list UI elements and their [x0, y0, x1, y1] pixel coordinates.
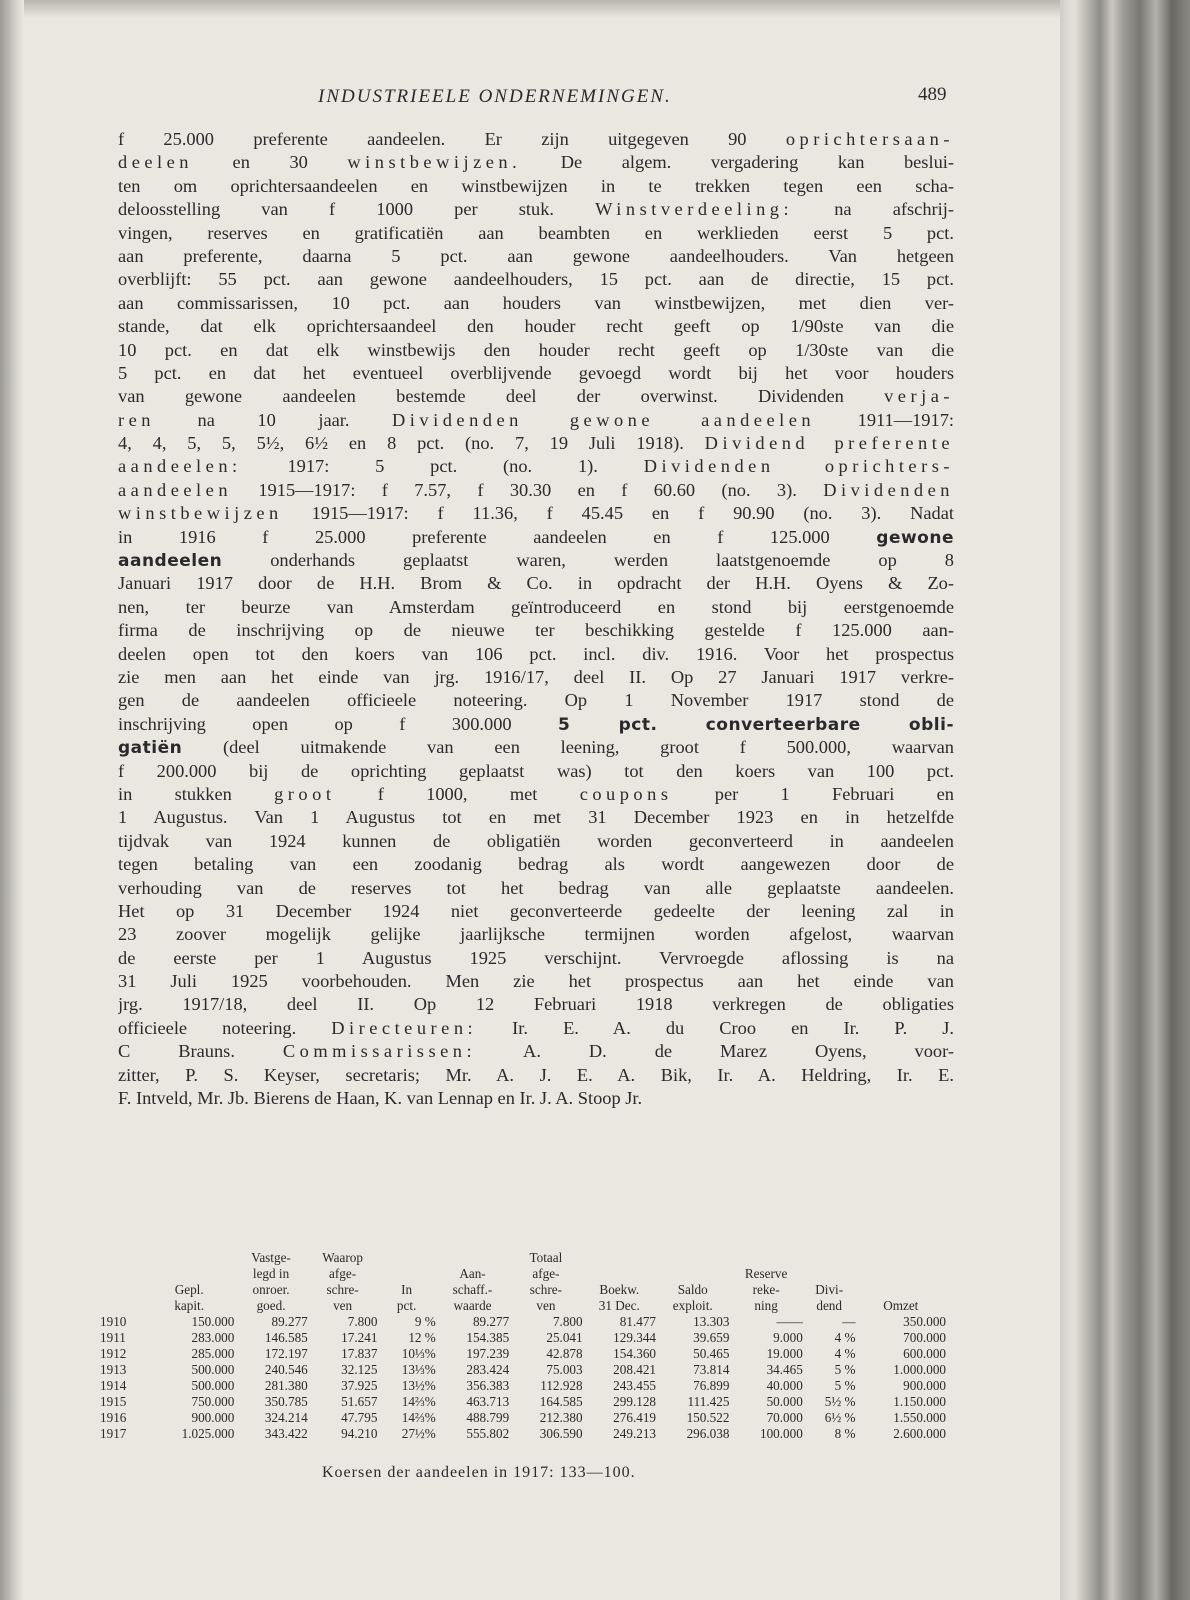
text-run: nen, ter beurze van Amsterdam geïntroduceerd en stond bij eerstgenoemde: [118, 596, 954, 617]
table-row: [100, 1330, 946, 1346]
table-cell: 50.465: [693, 1346, 730, 1361]
table-header-cell: In: [401, 1282, 413, 1297]
table-header-cell: pct.: [396, 1298, 417, 1313]
table-header-cell: ning: [754, 1298, 778, 1313]
table-cell: 73.814: [693, 1362, 730, 1377]
table-cell: 500.000: [191, 1378, 235, 1393]
table-cell: 40.000: [766, 1378, 803, 1393]
table-cell: 76.899: [693, 1378, 730, 1393]
body-text: [118, 128, 954, 1110]
text-run: firma de inschrijving op de nieuwe ter beschikking gestelde f 125.000 aan-: [118, 620, 954, 641]
text-run: na 10 jaar.: [154, 409, 393, 430]
table-header-cell: schre-: [326, 1282, 359, 1297]
table-header-cell: schaff.-: [452, 1282, 493, 1297]
table-cell: 324.214: [264, 1410, 308, 1425]
text-line: [118, 222, 954, 245]
table-cell: 306.590: [539, 1426, 583, 1441]
spaced-text: winstbewijzen.: [347, 152, 522, 173]
spaced-text: aandeelen:: [118, 456, 242, 477]
text-line: [118, 245, 954, 268]
text-run: inschrijving open op f 300.000: [118, 713, 559, 734]
spaced-text: groot: [274, 783, 336, 804]
text-line: [118, 315, 954, 338]
table-header-cell: [803, 1266, 856, 1282]
table-cell: 500.000: [191, 1362, 235, 1377]
table-header-row: [100, 1282, 946, 1298]
table-header-cell: afge-: [329, 1266, 357, 1281]
text-line: [118, 666, 954, 689]
text-run: officieele noteering.: [118, 1017, 332, 1038]
table-cell: 1.000.000: [893, 1362, 946, 1377]
text-run: tegen betaling van een zoodanig bedrag als wordt aangewezen door de: [118, 854, 954, 875]
spaced-text: Winstverdeeling:: [595, 199, 794, 220]
text-run: in 1916 f 25.000 preferente aandeelen en f 125.000: [118, 526, 877, 547]
table-row: [100, 1362, 946, 1378]
table-row: [100, 1346, 946, 1362]
table-cell: 356.383: [466, 1378, 510, 1393]
text-run: aan commissarissen, 10 pct. aan houders van winstbewijzen, met dien ver-: [118, 292, 954, 313]
table-header-cell: [583, 1250, 656, 1266]
table-cell: 350.000: [903, 1314, 946, 1329]
table-cell: 13.303: [693, 1314, 730, 1329]
table-header-row: [100, 1266, 946, 1282]
table-row: [100, 1410, 946, 1426]
text-run: Het op 31 December 1924 niet geconverteerde gedeelte der leening zal in: [118, 900, 954, 921]
text-run: f 200.000 bij de oprichting geplaatst was) tot den koers van 100 pct.: [118, 760, 954, 781]
table-cell: 4 %: [834, 1330, 856, 1345]
text-line: [118, 1087, 954, 1110]
table-header-cell: reke-: [752, 1282, 780, 1297]
table-cell: 150.000: [191, 1314, 235, 1329]
text-line: [118, 783, 954, 806]
table-cell: 89.277: [271, 1314, 308, 1329]
text-run: in stukken: [118, 783, 275, 804]
text-run: f 1000, met: [335, 783, 580, 804]
table-cell: 197.239: [466, 1346, 510, 1361]
text-run: van gewone aandeelen bestemde deel der overwinst. Dividenden: [118, 386, 885, 407]
table-header-cell: onroer.: [252, 1282, 290, 1297]
table-header-cell: [583, 1266, 656, 1282]
table-caption: Koersen der aandeelen in 1917: 133—100.: [322, 1464, 636, 1481]
table-cell: 27½%: [401, 1426, 436, 1441]
table-cell: 5 %: [834, 1362, 856, 1377]
spaced-text: aandeelen: [118, 479, 233, 500]
text-line: [118, 900, 954, 923]
text-run: en 30: [193, 152, 348, 173]
text-run: 1915—1917: f 11.36, f 45.45 en f 90.90 (no. 3). Nadat: [282, 503, 954, 524]
text-line: [118, 1017, 954, 1040]
table-cell: 555.802: [466, 1426, 510, 1441]
table-cell: 13⅓%: [401, 1362, 436, 1377]
table-cell: 350.785: [264, 1394, 308, 1409]
table-header-cell: ven: [536, 1298, 556, 1313]
table-cell: 463.713: [466, 1394, 510, 1409]
table-cell: 70.000: [766, 1410, 803, 1425]
table-header-cell: Saldo: [677, 1282, 708, 1297]
text-line: [118, 268, 954, 291]
table-header-cell: Boekw.: [599, 1282, 640, 1297]
table-header-cell: waarde: [453, 1298, 492, 1313]
table-header-cell: [856, 1266, 946, 1282]
text-line: [118, 947, 954, 970]
table-header-cell: [377, 1266, 435, 1282]
table-header-cell: [144, 1266, 234, 1282]
text-line: [118, 970, 954, 993]
table-header-cell: afge-: [532, 1266, 560, 1281]
page-number: 489: [918, 84, 947, 105]
financial-table: [100, 1250, 946, 1442]
table-header-cell: Aan-: [459, 1266, 486, 1281]
text-line: [118, 619, 954, 642]
table-cell: 299.128: [613, 1394, 657, 1409]
text-run: overblijft: 55 pct. aan gewone aandeelhouders, 15 pct. aan de directie, 15 pct.: [118, 269, 954, 290]
text-run: 1917: 5 pct. (no. 1).: [241, 456, 644, 477]
table-year-cell: 1913: [100, 1362, 127, 1377]
table-cell: 296.038: [686, 1426, 730, 1441]
text-line: [118, 339, 954, 362]
table-header-cell: [656, 1266, 729, 1282]
table-cell: 7.800: [347, 1314, 378, 1329]
table-cell: 112.928: [540, 1378, 583, 1393]
text-run: vingen, reserves en gratificatiën aan beambten en werklieden eerst 5 pct.: [118, 222, 954, 243]
table-cell: 285.000: [191, 1346, 235, 1361]
table-header-cell: Vastge-: [251, 1250, 291, 1265]
table-row: [100, 1378, 946, 1394]
table-cell: 47.795: [341, 1410, 378, 1425]
text-line: [118, 1064, 954, 1087]
text-run: Januari 1917 door de H.H. Brom & Co. in opdracht der H.H. Oyens & Zo-: [118, 573, 954, 594]
table-header-cell: [803, 1250, 856, 1266]
table-cell: 276.419: [613, 1410, 657, 1425]
table-row: [100, 1426, 946, 1442]
table-cell: 488.799: [466, 1410, 510, 1425]
table-year-cell: 1912: [100, 1346, 127, 1361]
table-cell: 37.925: [341, 1378, 378, 1393]
text-line: [118, 362, 954, 385]
table-cell: 51.657: [341, 1394, 378, 1409]
text-line: [118, 877, 954, 900]
text-line: [118, 806, 954, 829]
spaced-text: Dividenden: [823, 479, 954, 500]
book-page-edges: [1060, 0, 1190, 1600]
text-line: [118, 455, 954, 478]
table-row: [100, 1394, 946, 1410]
spaced-text: coupons: [579, 783, 673, 804]
text-line: [118, 830, 954, 853]
text-run: onderhands geplaatst waren, werden laatstgenoemde op 8: [222, 550, 954, 571]
spaced-text: deelen: [118, 152, 193, 173]
text-line: [118, 923, 954, 946]
text-run: deloosstelling van f 1000 per stuk.: [118, 199, 596, 220]
text-run: stande, dat elk oprichtersaandeel den houder recht geeft op 1/90ste van die: [118, 316, 954, 337]
text-line: [118, 432, 954, 455]
table-cell: 25.041: [546, 1330, 583, 1345]
text-run: 10 pct. en dat elk winstbewijs den houder recht geeft op 1/30ste van die: [118, 339, 954, 360]
text-run: C Brauns.: [118, 1041, 283, 1062]
table-header-cell: exploit.: [672, 1298, 713, 1313]
table-row: [100, 1314, 946, 1330]
spaced-text: ren: [118, 409, 155, 430]
table-cell: 6½ %: [824, 1410, 856, 1425]
text-run: jrg. 1917/18, deel II. Op 12 Februari 1918 verkregen de obligaties: [118, 994, 954, 1015]
table-cell: 111.425: [687, 1394, 730, 1409]
text-line: [118, 760, 954, 783]
table-header-cell: [100, 1266, 144, 1282]
text-line: [118, 643, 954, 666]
table-cell: 900.000: [903, 1378, 946, 1393]
table-cell: 150.522: [686, 1410, 730, 1425]
table-header-cell: [656, 1250, 729, 1266]
text-run: na afschrij-: [793, 199, 954, 220]
table-cell: 1.550.000: [893, 1410, 946, 1425]
table-cell: 243.455: [613, 1378, 657, 1393]
text-line: [118, 713, 954, 736]
text-run: ten om oprichtersaandeelen en winstbewijzen in te trekken tegen een scha-: [118, 175, 954, 196]
table-cell: 164.585: [539, 1394, 583, 1409]
table-cell: 75.003: [546, 1362, 583, 1377]
table-cell: 283.000: [191, 1330, 235, 1345]
table-cell: 700.000: [903, 1330, 946, 1345]
text-line: [118, 572, 954, 595]
text-run: 1 Augustus. Van 1 Augustus tot en met 31 December 1923 en in hetzelfde: [118, 807, 954, 828]
spaced-text: Commissarissen:: [282, 1041, 477, 1062]
text-run: verhouding van de reserves tot het bedrag van alle geplaatste aandeelen.: [118, 877, 954, 898]
table-cell: 4 %: [834, 1346, 856, 1361]
text-line: [118, 502, 954, 525]
table-header-cell: Reserve: [744, 1266, 788, 1281]
table-cell: 81.477: [619, 1314, 657, 1329]
table-cell: 8 %: [834, 1426, 856, 1441]
table-header-cell: 31 Dec.: [598, 1298, 640, 1313]
table-cell: 154.360: [613, 1346, 657, 1361]
table-cell: 5 %: [834, 1378, 856, 1393]
table-header-row: [100, 1250, 946, 1266]
bold-text: aandeelen: [118, 551, 223, 572]
table-header-cell: [377, 1250, 435, 1266]
table-cell: 94.210: [341, 1426, 378, 1441]
table-cell: 172.197: [264, 1346, 308, 1361]
table-year-cell: 1911: [100, 1330, 126, 1345]
table-cell: 19.000: [766, 1346, 803, 1361]
table-cell: 9 %: [414, 1314, 436, 1329]
text-run: f 25.000 preferente aandeelen. Er zijn uitgegeven 90: [118, 129, 786, 149]
text-run: 31 Juli 1925 voorbehouden. Men zie het prospectus aan het einde van: [118, 971, 954, 992]
table-year-cell: 1910: [100, 1314, 127, 1329]
table-cell: 1.150.000: [893, 1394, 946, 1409]
table-year-cell: 1915: [100, 1394, 127, 1409]
text-run: zitter, P. S. Keyser, secretaris; Mr. A. J. E. A. Bik, Ir. A. Heldring, Ir. E.: [118, 1064, 954, 1085]
text-run: 23 zoover mogelijk gelijke jaarlijksche termijnen worden afgelost, waarvan: [118, 924, 954, 945]
table-cell: 146.585: [264, 1330, 308, 1345]
table-header-cell: [729, 1250, 802, 1266]
table-cell: ——: [776, 1314, 803, 1329]
table-cell: 14⅔%: [401, 1394, 436, 1409]
table-cell: 50.000: [766, 1394, 803, 1409]
table-header-cell: Divi-: [815, 1282, 844, 1297]
table-cell: 2.600.000: [893, 1426, 946, 1441]
table-cell: 100.000: [759, 1426, 803, 1441]
text-line: [118, 292, 954, 315]
text-run: 1915—1917: f 7.57, f 30.30 en f 60.60 (no. 3).: [232, 479, 824, 500]
table-cell: 5½ %: [824, 1394, 856, 1409]
text-line: [118, 689, 954, 712]
text-line: [118, 175, 954, 198]
table-cell: 7.800: [552, 1314, 583, 1329]
table-header-cell: [856, 1250, 946, 1266]
table-cell: 13½%: [401, 1378, 436, 1393]
table-header-cell: [100, 1282, 144, 1298]
text-line: [118, 198, 954, 221]
table-header-cell: dend: [816, 1298, 842, 1313]
text-line: [118, 993, 954, 1016]
spaced-text: Dividenden gewone aandeelen: [392, 409, 816, 430]
table-cell: 17.241: [341, 1330, 378, 1345]
table-cell: 42.878: [546, 1346, 583, 1361]
text-run: A. D. de Marez Oyens, voor-: [476, 1041, 954, 1062]
text-line: [118, 853, 954, 876]
text-run: F. Intveld, Mr. Jb. Bierens de Haan, K. van Lennap en Ir. J. A. Stoop Jr.: [118, 1088, 643, 1109]
table-cell: 1.025.000: [181, 1426, 235, 1441]
bold-text: gatiën: [118, 738, 183, 759]
text-run: De algem. vergadering kan beslui-: [521, 152, 954, 173]
table-header-cell: legd in: [252, 1266, 290, 1281]
text-line: [118, 736, 954, 759]
table-header-cell: [856, 1282, 946, 1298]
table-cell: —: [842, 1314, 856, 1329]
text-line: [118, 1040, 954, 1063]
text-line: [118, 526, 954, 549]
text-run: 4, 4, 5, 5, 5½, 6½ en 8 pct. (no. 7, 19 Juli 1918).: [118, 433, 705, 454]
table-cell: 34.465: [766, 1362, 803, 1377]
text-run: 5 pct. en dat het eventueel overblijvende gevoegd wordt bij het voor houders: [118, 362, 954, 383]
table-header-cell: [436, 1250, 509, 1266]
bold-text: gewone: [876, 527, 954, 548]
text-run: tijdvak van 1924 kunnen de obligatiën worden geconverteerd in aandeelen: [118, 830, 954, 851]
table-cell: 900.000: [191, 1410, 235, 1425]
table-header-cell: Waarop: [322, 1250, 363, 1265]
text-line: [118, 385, 954, 408]
table-cell: 240.546: [264, 1362, 308, 1377]
spaced-text: oprichtersaan-: [785, 129, 954, 149]
spaced-text: winstbewijzen: [118, 503, 283, 524]
text-line: [118, 128, 954, 151]
table-cell: 343.422: [264, 1426, 308, 1441]
table-cell: 154.385: [466, 1330, 510, 1345]
text-run: per 1 Februari en: [672, 783, 954, 804]
table-cell: 212.380: [539, 1410, 583, 1425]
running-head: INDUSTRIEELE ONDERNEMINGEN.: [318, 86, 672, 107]
text-run: (deel uitmakende van een leening, groot f 500.000, waarvan: [182, 737, 954, 758]
table-cell: 129.344: [613, 1330, 657, 1345]
table-header-cell: [100, 1298, 144, 1314]
table-year-cell: 1916: [100, 1410, 127, 1425]
spaced-text: verja-: [884, 386, 954, 407]
table-cell: 32.125: [341, 1362, 378, 1377]
spaced-text: Directeuren:: [331, 1017, 478, 1038]
table-header-cell: Omzet: [883, 1298, 919, 1313]
table-header-cell: schre-: [529, 1282, 563, 1297]
text-run: gen de aandeelen officieele noteering. Op 1 November 1917 stond de: [118, 690, 954, 711]
table-cell: 89.277: [472, 1314, 510, 1329]
table-cell: 12 %: [408, 1330, 436, 1345]
table-cell: 600.000: [903, 1346, 946, 1361]
table-year-cell: 1914: [100, 1378, 127, 1393]
text-line: [118, 479, 954, 502]
text-run: deelen open tot den koers van 106 pct. incl. div. 1916. Voor het prospectus: [118, 643, 954, 664]
table-header-cell: Totaal: [529, 1250, 563, 1265]
text-run: 1911—1917:: [815, 409, 954, 430]
table-cell: 208.421: [613, 1362, 657, 1377]
table-header-row: [100, 1298, 946, 1314]
spaced-text: Dividend preferente: [704, 433, 954, 454]
table-header-cell: kapit.: [174, 1298, 204, 1313]
text-run: zie men aan het einde van jrg. 1916/17, deel II. Op 27 Januari 1917 verkre-: [118, 666, 954, 687]
text-line: [118, 151, 954, 174]
table-header-cell: Gepl.: [174, 1282, 204, 1297]
text-line: [118, 409, 954, 432]
table-year-cell: 1917: [100, 1426, 127, 1441]
table-cell: 39.659: [693, 1330, 730, 1345]
table-cell: 750.000: [191, 1394, 235, 1409]
text-line: [118, 596, 954, 619]
spaced-text: Dividenden oprichters-: [643, 456, 954, 477]
table-cell: 14⅔%: [401, 1410, 436, 1425]
table-cell: 17.837: [341, 1346, 378, 1361]
bold-text: 5 pct. converteerbare obli-: [558, 714, 954, 735]
text-run: aan preferente, daarna 5 pct. aan gewone aandeelhouders. Van hetgeen: [118, 245, 954, 266]
text-run: de eerste per 1 Augustus 1925 verschijnt. Vervroegde aflossing is na: [118, 947, 954, 968]
table-cell: 249.213: [613, 1426, 657, 1441]
text-line: [118, 549, 954, 572]
table-header-cell: [144, 1250, 234, 1266]
text-run: Ir. E. A. du Croo en Ir. P. J.: [477, 1017, 954, 1038]
table-cell: 283.424: [466, 1362, 510, 1377]
table-cell: 281.380: [264, 1378, 308, 1393]
table-cell: 9.000: [773, 1330, 803, 1345]
table-header-cell: [100, 1250, 144, 1266]
table-header-cell: ven: [333, 1298, 353, 1313]
table-header-cell: goed.: [256, 1298, 286, 1313]
table-cell: 10⅓%: [401, 1346, 436, 1361]
